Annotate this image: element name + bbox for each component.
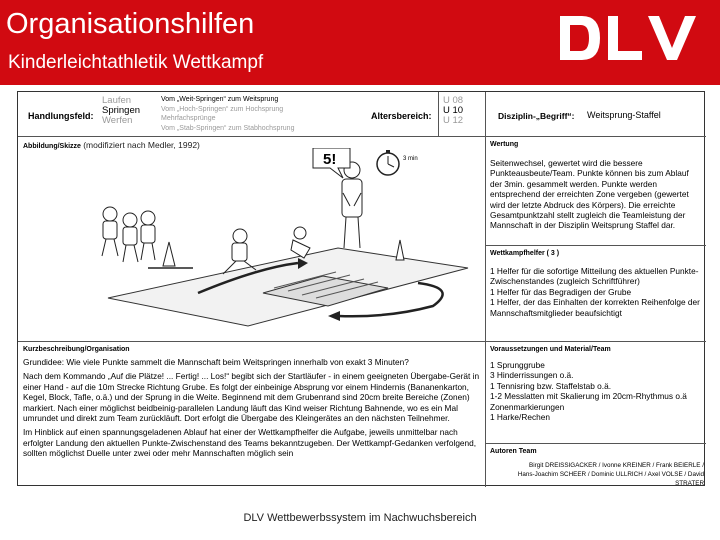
altersbereich-label: Altersbereich: xyxy=(371,111,432,121)
exercise-card xyxy=(17,91,705,486)
progression-weitsprung: Vom „Weit-Springen“ zum Weitsprung xyxy=(161,96,279,103)
altersbereich-options xyxy=(443,96,483,126)
option-u12: U 12 xyxy=(443,115,464,126)
option-werfen: Werfen xyxy=(102,115,133,126)
dlv-logo xyxy=(556,10,706,66)
sketch-bubble-text: 5! xyxy=(323,151,337,168)
handlungsfeld-options xyxy=(102,96,152,126)
progression-list xyxy=(161,95,361,133)
disziplin-value: Weitsprung-Staffel xyxy=(587,110,661,120)
autoren-label: Autoren Team xyxy=(490,448,537,455)
vor-item: 3 Hinderrissungen o.ä. xyxy=(490,370,574,381)
vor-item: 1 Tennisring bzw. Staffelstab o.ä. xyxy=(490,380,611,391)
progression-stabhochsprung: Vom „Stab-Springen“ zum Stabhochsprung xyxy=(161,124,295,132)
abbildung-note: (modifiziert nach Medler, 1992) xyxy=(83,140,200,150)
progression-hochsprung: Vom „Hoch-Springen“ zum Hochsprung xyxy=(161,105,284,113)
progression-mehrfach: Mehrfachsprünge xyxy=(161,115,216,122)
helfer-list xyxy=(490,266,700,336)
kurz-paragraph: Im Hinblick auf einen spannungsgeladenen Ablauf hat einer der Wettkampfhelfer die Aufgabe, jeweils unmittelbar nach erfolgter Landung den aktuellen Punkte-Zwischenstand des Teams bekanntzugeben. Der Wettkampf-Gedanken verfolgend, sollten möglichst Duelle unter zwei oder mehr Mannschaften möglich sein xyxy=(23,427,477,459)
vor-item: 1 Harke/Rechen xyxy=(490,412,550,423)
vor-label: Voraussetzungen und Material/Team xyxy=(490,346,611,353)
disziplin-label: Disziplin-„Begriff“: xyxy=(498,111,575,121)
kurz-text xyxy=(23,357,480,485)
helfer-label: Wettkampfhelfer ( 3 ) xyxy=(490,250,560,257)
helfer-line: 1 Helfer für das Begradigen der Grube xyxy=(490,286,632,297)
helfer-line: 1 Helfer für die sofortige Mitteilung des aktuellen Punkte-Zwischenstandes (zugleich Schriftführer) xyxy=(490,266,699,287)
autoren-line: Hans-Joachim SCHEER / Dominic ULLRICH / Axel VOLSE / David STRATER xyxy=(517,471,704,487)
header-banner xyxy=(0,0,720,85)
option-laufen: Laufen xyxy=(102,96,132,106)
footer-text: DLV Wettbewerbssystem im Nachwuchsbereich xyxy=(243,512,477,524)
wertung-label: Wertung xyxy=(490,141,519,148)
option-u08: U 08 xyxy=(443,96,464,106)
vor-item: Zonenmarkierungen xyxy=(490,401,565,412)
vor-item: 1-2 Messlatten mit Skalierung im 20cm-Rhythmus o.ä xyxy=(490,391,687,402)
kurz-paragraph: Nach dem Kommando „Auf die Plätze! ... Fertig! ... Los!“ begibt sich der Startläufer - in einem geeigneten Übergabe-Gerät in einer Hand - auf die 10m Strecke Richtung Grube. Es folgt der einbeinige Absprung vor einem Hindernis (Bananenkarton, Kegel, Block, Tafle, o.ä.) und der Sprung in die Weite. Beginnend mit dem Grubenrand sind 20cm breite Bereiche (Zonen) markiert. Nach einer möglichst beidbeinig-parallelen Landung läuft das Kind weiser Richtung Bahnende, wo es ein Mal umrundet und direkt zum Team zurückläuft. Dort erfolgt die Übergabe des Kleingerätes an den nächsten Teilnehmer. xyxy=(23,371,480,424)
kurz-paragraph: Grundidee: Wie viele Punkte sammelt die Mannschaft beim Weitspringen innerhalb von exakt 3 Minuten? xyxy=(23,357,409,367)
handlungsfeld-label: Handlungsfeld: xyxy=(28,111,94,121)
helfer-line: 1 Helfer, der das Einhalten der korrekten Reihenfolge der Mannschaftsmitglieder beaufsichtigt xyxy=(490,297,700,318)
vor-list xyxy=(490,360,702,430)
option-u10: U 10 xyxy=(443,105,464,116)
option-springen: Springen xyxy=(102,105,141,116)
abbildung-label: Abbildung/Skizze xyxy=(23,143,81,150)
kurz-label: Kurzbeschreibung/Organisation xyxy=(23,346,130,353)
page-title: Organisationshilfen xyxy=(6,8,255,40)
autoren-list xyxy=(488,461,704,488)
weitsprung-sketch xyxy=(88,148,478,328)
wertung-text: Seitenwechsel, gewertet wird die bessere Punkteausbeute/Team. Punkte können bis zum Ablauf der 3min. gesammelt werden. Punkte werden entsprechend der erreichten Zone vergeben (gewertet wird der letzte Abdruck des Körpers). Die erreichte Gesamtpunktzahl stellt zugleich die Teamleistung der Mannschaft in der Disziplin Weitsprung Staffel dar. xyxy=(490,158,689,231)
page-subtitle: Kinderleichtathletik Wettkampf xyxy=(8,52,264,73)
sketch-timer-text: 3 min xyxy=(403,156,418,162)
autoren-line: Birgit DREISSIGACKER / Ivonne KREINER / Frank BEIERLE / xyxy=(529,462,704,469)
vor-item: 1 Sprunggrube xyxy=(490,360,545,370)
